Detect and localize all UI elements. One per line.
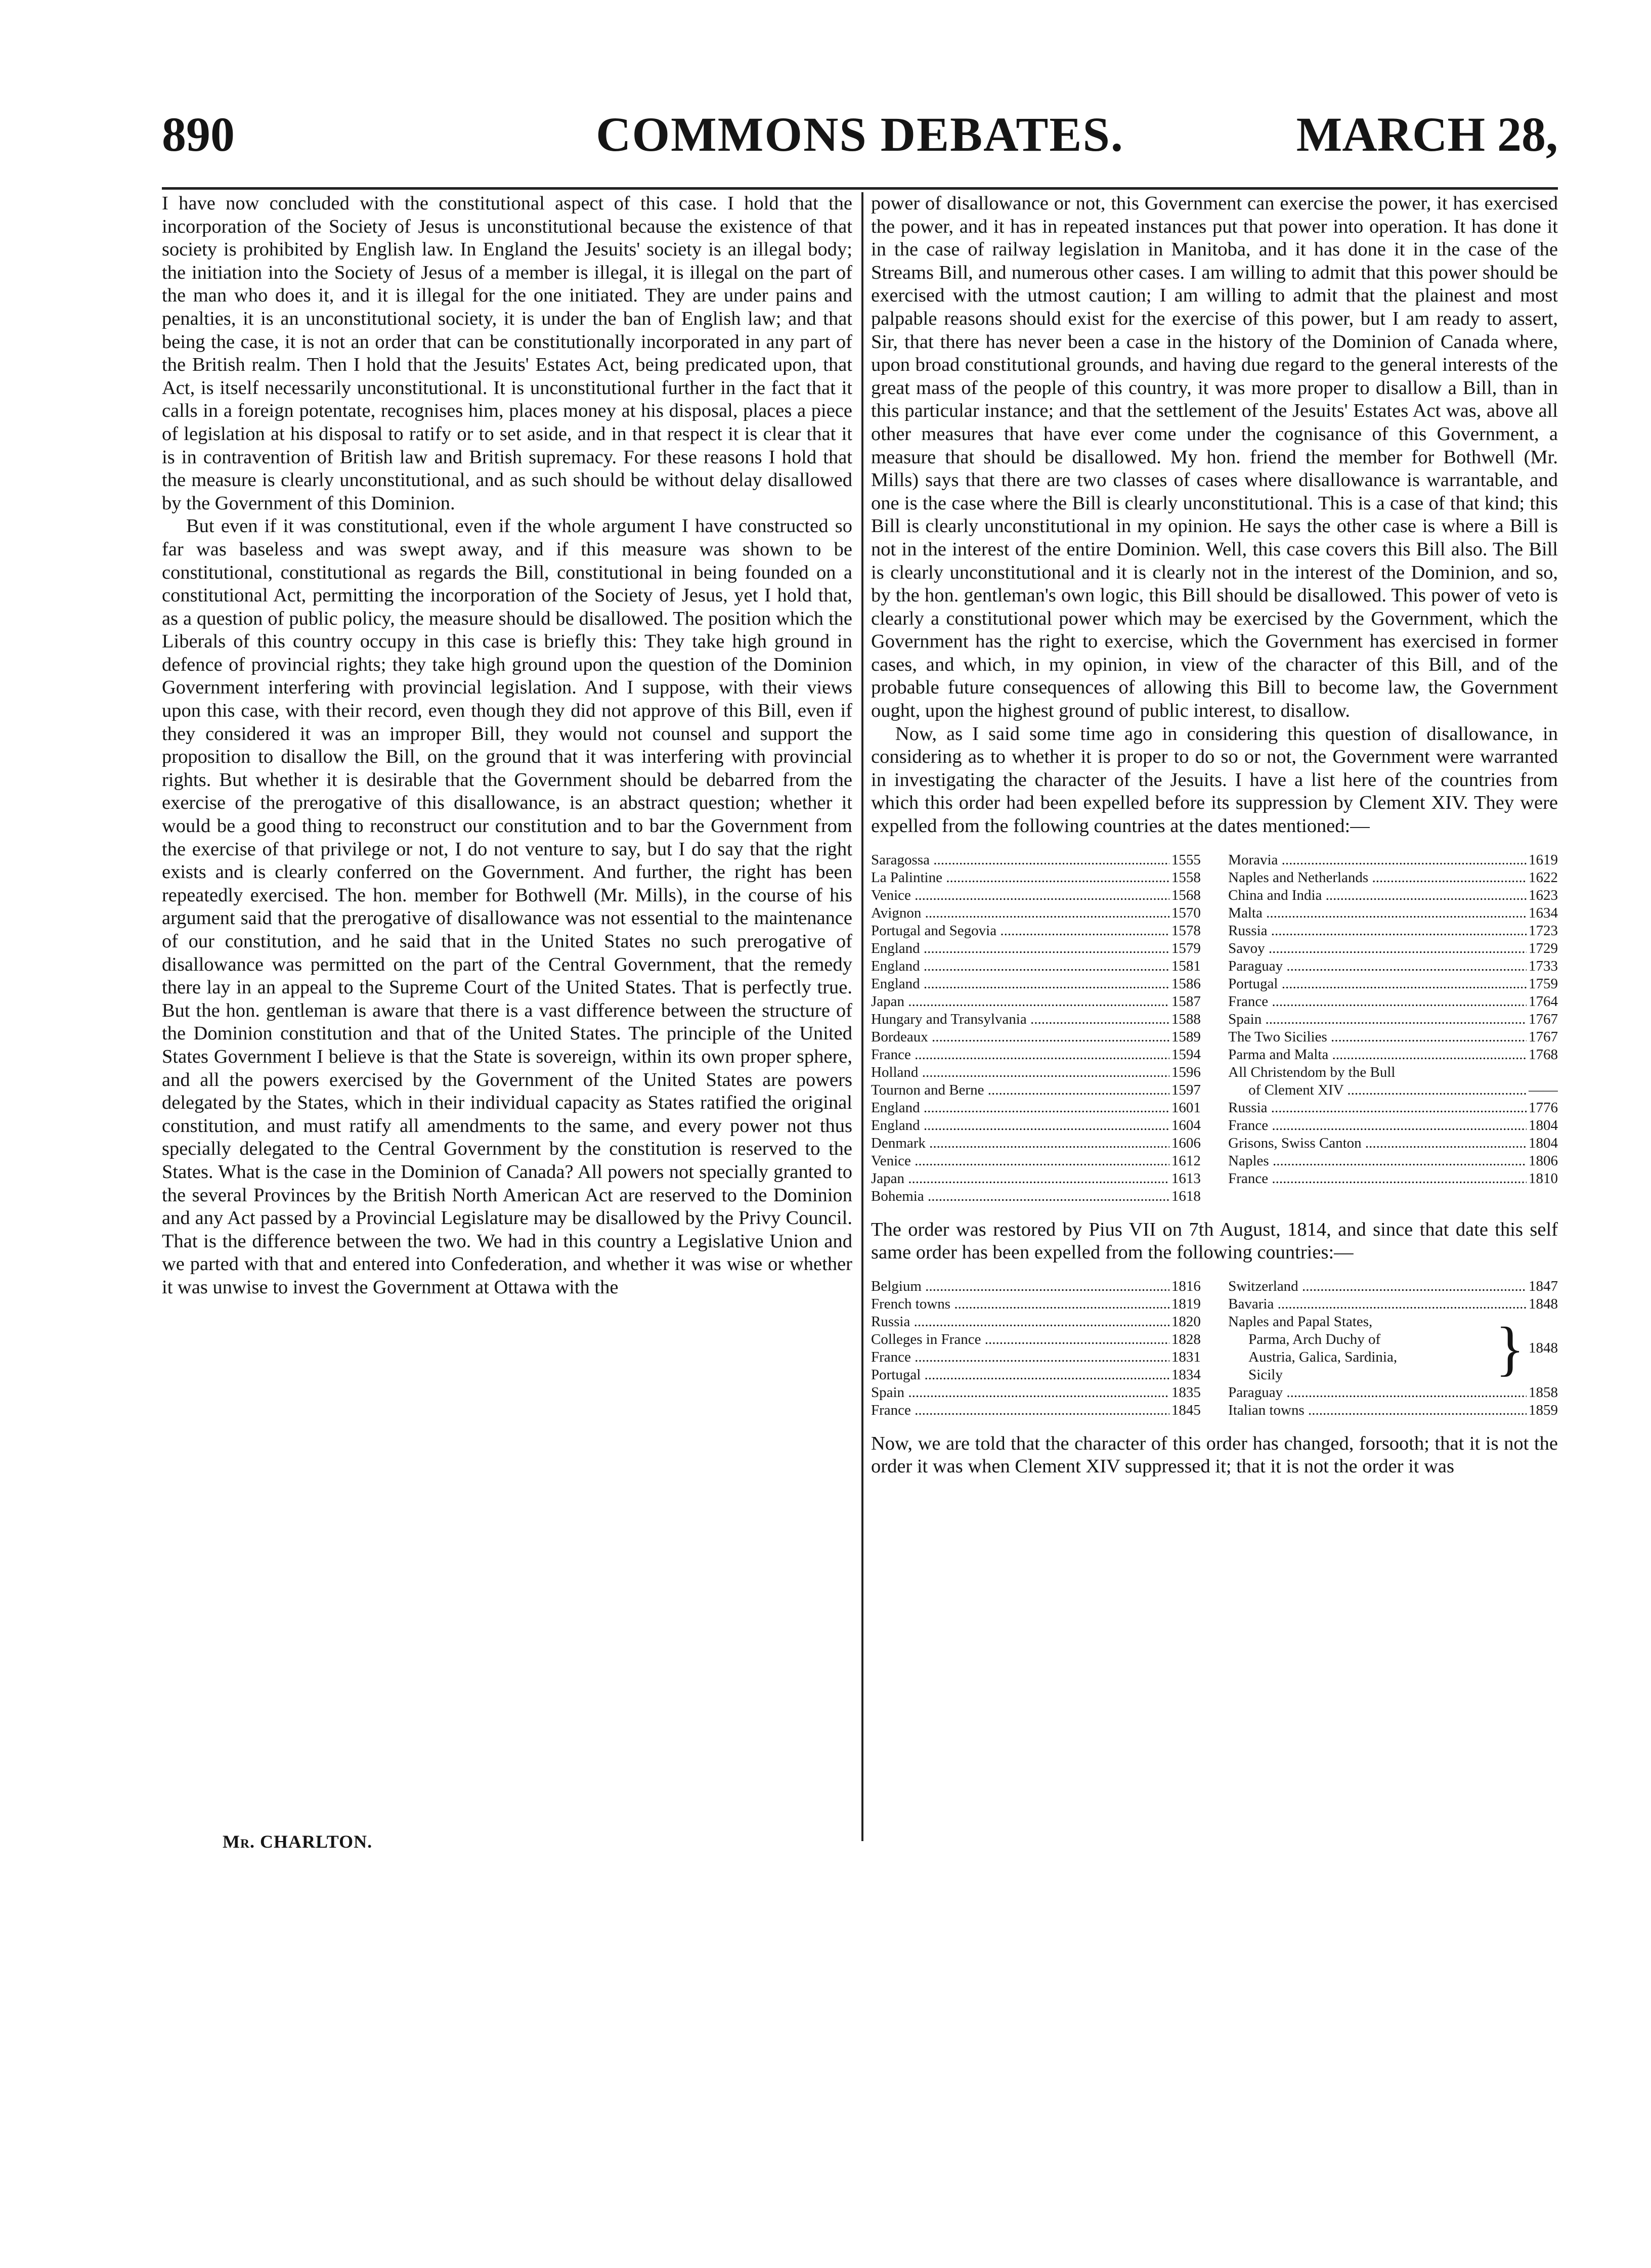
table-row: Parma and Malta ..... 1768 [1228,1046,1558,1064]
page-number: 890 [162,107,235,161]
table-row: Bordeaux ..... 1589 [871,1028,1201,1046]
table-row: Holland ..... 1596 [871,1064,1201,1081]
paragraph: But even if it was constitutional, even if the whole argument I have constructed so far was baseless and was swept away, and if this measure was shown to be constitutional, constitutional as regards the Bill, constitutional in being founded on a constitutional Act, permitting the incorporation of the Society of Jesus, yet I hold that, as a question of public policy, the measure should be disallowed. The position which the Liberals of this country occupy in this case is briefly this: They take high ground in defence of provincial rights; they take high ground upon the question of the Dominion Government interfering with provincial legislation. And I suppose, with their views upon this case, with their record, even though they did not approve of this Bill, even if they considered it was an improper Bill, they would not counsel and support the proposition to disallow the Bill, on the ground that it was interfering with provincial rights. But whether it is desirable that the Government should be debarred from the exercise of the prerogative of this disallowance, is an abstract question; whether it would be a good thing to reconstruct our constitution and to bar the Government from the exercise of that privilege or not, I do not venture to say, but I do say that the right exists and is clearly conferred on the Government. And further, the right has been repeatedly exercised. The hon. member for Bothwell (Mr. Mills), in the course of his argument said that the prerogative of disallowance was not essential to the maintenance of our constitution, and he said that in the United States no such prerogative of disallowance was permitted on the part of the Central Government, that the remedy there lay in an appeal to the Supreme Court of the United States. That is perfectly true. But the hon. gentleman is aware that there is a vast difference between the structure of the Dominion constitution and that of the United States. The principle of the United States Government I believe is that the State is sovereign, within its own proper sphere, and all the powers exercised by the Government of the United States are powers delegated by the States, which in their individual capacity as States ratified the original constitution, and must ratify all amendments to the same, and every power not thus specially delegated to the Central Government by the constitution is reserved to the States. What is the case in the Dominion of Canada? All powers not specially granted to the several Provinces by the British North American Act are reserved to the Dominion and any Act passed by a Provincial Legislature may be disallowed by the Privy Council. That is the difference between the two. We had in this country a Legislative Union and we parted with that and entered into Confederation, and whether it was wise or whether it was unwise to invest the Government at Ottawa with the [162,515,852,1298]
table-row: Bavaria ..... 1848 [1228,1295,1558,1313]
right-column [871,192,1558,1478]
table-row: France ..... 1845 [871,1402,1201,1419]
table-row: Saragossa ..... 1555 [871,851,1201,869]
table-row: England ..... 1601 [871,1099,1201,1117]
expulsions-before-right-column [1228,851,1558,1205]
left-column [162,192,852,1299]
table-row: Grisons, Swiss Canton ..... 1804 [1228,1135,1558,1152]
table-row: France ..... 1804 [1228,1117,1558,1135]
expulsions-after-left-column [871,1278,1201,1419]
table-row: French towns ..... 1819 [871,1295,1201,1313]
table-row: Moravia ..... 1619 [1228,851,1558,869]
braced-entry [1228,1313,1558,1384]
table-row: Avignon ..... 1570 [871,904,1201,922]
table-row: Switzerland ..... 1847 [1228,1278,1558,1295]
table-row: Paraguay ..... 1733 [1228,957,1558,975]
table-row: England ..... 1579 [871,940,1201,957]
expulsions-after-right-column [1228,1278,1558,1419]
table-row: Russia ..... 1776 [1228,1099,1558,1117]
table-row: Spain ..... 1835 [871,1384,1201,1402]
table-row: Colleges in France ..... 1828 [871,1331,1201,1348]
table-row: Savoy ..... 1729 [1228,940,1558,957]
table-row: Malta ..... 1634 [1228,904,1558,922]
paragraph: Now, as I said some time ago in considering this question of disallowance, in considering as to whether it is proper to do so or not, the Government were warranted in investigating the character of the Jesuits. I have a list here of the countries from which this order had been expelled before its suppression by Clement XIV. They were expelled from the following countries at the dates mentioned:— [871,723,1558,837]
table-row: France ..... 1810 [1228,1170,1558,1188]
table-row: Venice ..... 1568 [871,887,1201,904]
page-title: COMMONS DEBATES. [596,107,1124,161]
table-row: Portugal ..... 1759 [1228,975,1558,993]
table-row: Japan ..... 1587 [871,993,1201,1011]
braced-line: Sicily [1248,1366,1283,1383]
expulsions-before-table [871,851,1558,1205]
table-row: England ..... 1586 [871,975,1201,993]
table-row: England ..... 1581 [871,957,1201,975]
table-row: All Christendom by the Bull [1228,1064,1396,1080]
speaker-name: Mr. CHARLTON. [223,1831,373,1852]
table-row: Tournon and Berne ..... 1597 [871,1081,1201,1099]
table-row: Italian towns ..... 1859 [1228,1402,1558,1419]
expulsions-before-left-column [871,851,1201,1205]
braced-line: Austria, Galica, Sardinia, [1248,1348,1398,1365]
paragraph: power of disallowance or not, this Government can exercise the power, it has exercised the power, and it has in repeated instances put that power into operation. It has done it in the case of railway legislation in Manitoba, and it has done it in the case of the Streams Bill, and numerous other cases. I am willing to admit that this power should be exercised with the utmost caution; I am willing to admit that the plainest and most palpable reasons should exist for the exercise of this power, but I am ready to assert, Sir, that there has never been a case in the history of the Dominion of Canada where, upon broad constitutional grounds, and having due regard to the general interests of the great mass of the people of this country, it was more proper to disallow a Bill, than in this particular instance; and that the settlement of the Jesuits' Estates Act was, above all other measures that have ever come under the cognisance of this Government, a measure that should be disallowed. My hon. friend the member for Bothwell (Mr. Mills) says that there are two classes of cases where disallowance is warrantable, and one is the case where the Bill is clearly unconstitutional. This is a case of that kind; this Bill is clearly unconstitutional in my opinion. He says the other case is where a Bill is not in the interest of the entire Dominion. Well, this case covers this Bill also. The Bill is clearly unconstitutional and it is clearly not in the interest of the Dominion, and so, by the hon. gentleman's own logic, this Bill should be disallowed. This power of veto is clearly a constitutional power which may be exercised by the Government, which the Government has the right to exercise, which the Government has exercised in former cases, and which, in my opinion, in view of the character of this Bill, and of the probable future consequences of allowing this Bill to become law, the Government ought, upon the highest ground of public interest, to disallow. [871,193,1558,722]
table-row: Naples and Netherlands ..... 1622 [1228,869,1558,887]
table-row: Spain ..... 1767 [1228,1011,1558,1028]
braced-line: Naples and Papal States, [1228,1313,1373,1330]
table-row: England ..... 1604 [871,1117,1201,1135]
table-row: of Clement XIV ..... —— [1228,1081,1558,1099]
table-row: Denmark ..... 1606 [871,1135,1201,1152]
paragraph: The order was restored by Pius VII on 7th August, 1814, and since that date this self same order has been expelled from the following countries:— [871,1218,1558,1263]
table-row: La Palintine ..... 1558 [871,869,1201,887]
table-row: France ..... 1764 [1228,993,1558,1011]
header-rule [162,187,1558,190]
expulsions-after-table [871,1278,1558,1419]
table-row: Portugal ..... 1834 [871,1366,1201,1384]
page-date: MARCH 28, [1296,107,1558,161]
page-header [162,106,1558,182]
braced-year: 1848 [1529,1340,1558,1357]
table-row: Hungary and Transylvania ..... 1588 [871,1011,1201,1028]
table-row: Venice ..... 1612 [871,1152,1201,1170]
table-row: Russia ..... 1723 [1228,922,1558,940]
table-row: Russia ..... 1820 [871,1313,1201,1331]
table-row: Portugal and Segovia ..... 1578 [871,922,1201,940]
table-row: The Two Sicilies ..... 1767 [1228,1028,1558,1046]
table-row: Japan ..... 1613 [871,1170,1201,1188]
table-row: Paraguay ..... 1858 [1228,1384,1558,1402]
braced-line: Parma, Arch Duchy of [1248,1331,1381,1347]
table-row: France ..... 1831 [871,1348,1201,1366]
table-row: France ..... 1594 [871,1046,1201,1064]
table-row: Naples ..... 1806 [1228,1152,1558,1170]
table-row: Belgium ..... 1816 [871,1278,1201,1295]
curly-brace-icon: } [1495,1314,1525,1382]
paragraph: I have now concluded with the constitutional aspect of this case. I hold that the incorporation of the Society of Jesus is unconstitutional because the existence of that society is prohibited by English law. In England the Jesuits' society is an illegal body; the initiation into the Society of Jesus of a member is illegal, it is illegal on the part of the man who does it, and it is illegal for the one initiated. They are under pains and penalties, it is an unconstitutional society, it is under the ban of English law; and that being the case, it is not an order that can be constitutionally incorporated in any part of the British realm. Then I hold that the Jesuits' Estates Act, being predicated upon, that Act, is itself necessarily unconstitutional. It is unconstitutional further in the fact that it calls in a foreign potentate, recognises him, places money at his disposal, places a piece of legislation at his disposal to ratify or to set aside, and in that respect it is clear that it is in contravention of British law and British supremacy. For these reasons I hold that the measure is clearly unconstitutional, and as such should be without delay disallowed by the Government of this Dominion. [162,193,852,514]
column-divider [861,192,863,1841]
table-row: China and India ..... 1623 [1228,887,1558,904]
paragraph: Now, we are told that the character of this order has changed, forsooth; that it is not the order it was when Clement XIV suppressed it; that it is not the order it was [871,1432,1558,1477]
table-row: Bohemia ..... 1618 [871,1188,1201,1205]
